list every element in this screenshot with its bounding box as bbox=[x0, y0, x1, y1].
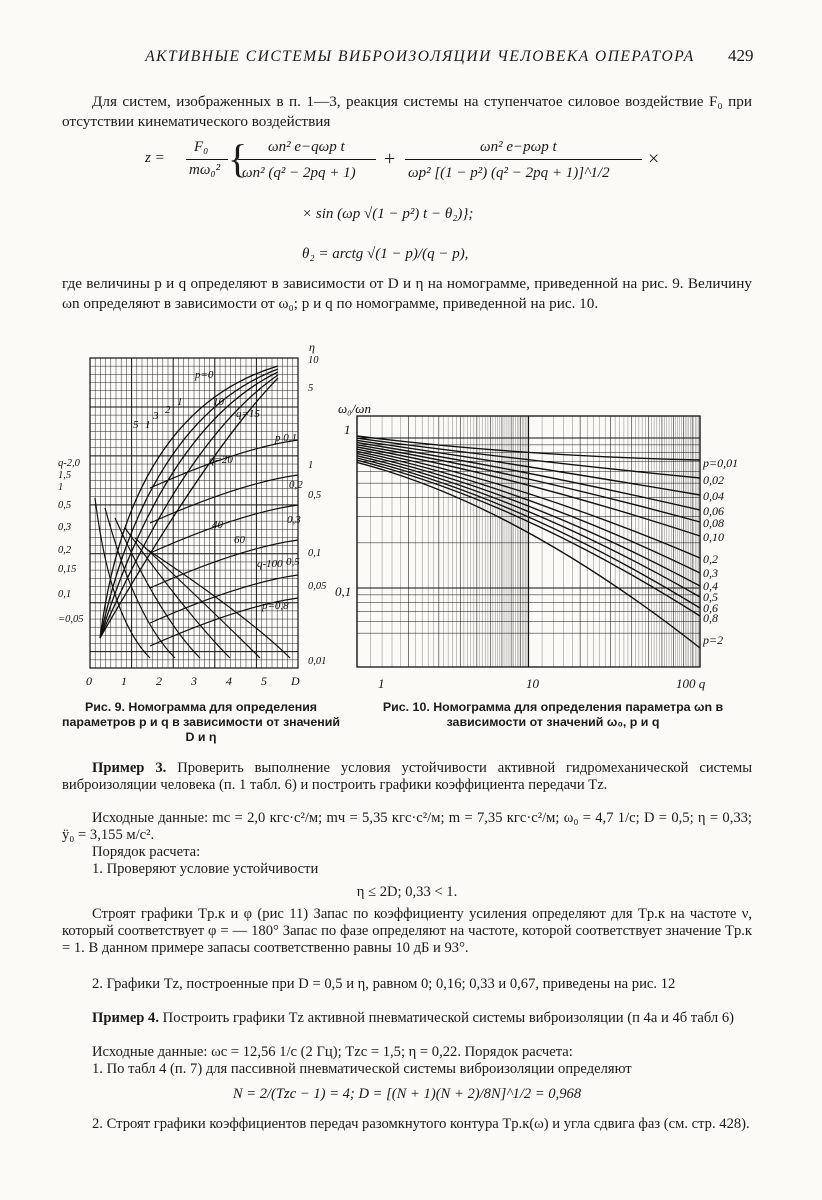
fig9-curve-label: 1 bbox=[145, 419, 151, 431]
example-3-para2: 2. Графики Tz, построенные при D = 0,5 и η, равном 0; 0,16; 0,33 и 0,67, приведены на рис. 12 bbox=[92, 976, 676, 992]
fig10-p-curve bbox=[357, 445, 700, 522]
fig10-p-curve bbox=[357, 440, 700, 495]
fig9-q-curve bbox=[115, 518, 200, 658]
fig9-curve-label: p 0,1 bbox=[275, 432, 297, 444]
formula-times: × bbox=[648, 148, 660, 170]
fig10-y-tick-0-1: 0,1 bbox=[335, 584, 352, 599]
fig9-right-tick: 0,1 bbox=[308, 548, 322, 559]
fig9-curve-label: 0,2 bbox=[289, 479, 303, 491]
formula-lhs: z = bbox=[145, 150, 165, 166]
fig10-p-curve bbox=[357, 456, 700, 597]
fig9-curve-label: 1 bbox=[177, 396, 183, 408]
fig10-p-curve bbox=[357, 454, 700, 586]
fig9-frame bbox=[90, 358, 298, 668]
fig9-q-curve bbox=[95, 498, 150, 658]
fig10-p-label: 0,10 bbox=[703, 530, 724, 544]
fig9-q-curve bbox=[135, 538, 260, 658]
fig9-curve-label: q=15 bbox=[236, 408, 260, 420]
fig9-q-curve bbox=[105, 508, 175, 658]
fig9-x-tick: 2 bbox=[156, 674, 162, 688]
fig9-curve-label: 0,3 bbox=[287, 514, 301, 526]
fig9-x-tick: 3 bbox=[191, 674, 197, 688]
fig10-p-label: 0,8 bbox=[703, 611, 718, 625]
fig9-curve-label: q=20 bbox=[209, 454, 233, 466]
formula-brace: { bbox=[228, 136, 248, 181]
fig9-x-tick: D bbox=[291, 674, 300, 688]
fig9-flat-curve bbox=[150, 475, 298, 523]
intro-paragraph-1: Для систем, изображенных в п. 1—3, реакция системы на ступенчатое силовое воздействие F₀ при отсутствии кинематического воздействия bbox=[62, 93, 752, 130]
formula-denominator: mω₀² bbox=[189, 162, 221, 178]
fig9-curve-label: 60 bbox=[234, 534, 245, 546]
fig9-p-curve bbox=[100, 372, 278, 638]
example-3-step1: 1. Проверяют условие устойчивости bbox=[92, 861, 319, 877]
example-4-title: Пример 4. bbox=[92, 1010, 160, 1026]
fig10-p-label: p=0,01 bbox=[703, 456, 739, 470]
fig9-curve-label: 3 bbox=[153, 410, 159, 422]
example-4-step1: 1. По табл 4 (п. 7) для пассивной пневматической системы виброизоляции определяют bbox=[92, 1061, 632, 1077]
fig9-y-axis-label: η bbox=[309, 340, 315, 354]
fig10-p-label: 0,4 bbox=[703, 579, 718, 593]
fig9-curve-label: 0,5 bbox=[286, 556, 300, 568]
fig9-q-curve bbox=[145, 548, 290, 658]
fig10-p-label: 0,2 bbox=[703, 552, 718, 566]
fig10-p-curve bbox=[357, 436, 700, 460]
fig10-p-label: 0,6 bbox=[703, 601, 718, 615]
fig9-right-tick: 0,05 bbox=[308, 581, 327, 592]
fig9-flat-curve bbox=[150, 575, 298, 623]
fig9-p-curve bbox=[100, 378, 278, 638]
fig10-p-label: 0,5 bbox=[703, 590, 718, 604]
running-header: АКТИВНЫЕ СИСТЕМЫ ВИБРОИЗОЛЯЦИИ ЧЕЛОВЕКА ОПЕРАТОРА bbox=[145, 48, 695, 65]
intro-paragraph-2: где величины p и q определяют в зависимости от D и η на номограмме, приведенной на рис. 9. Величину ωn определяют в зависимости от ω₀; p и q по номограмме, приведенной на рис. 10. bbox=[62, 275, 752, 312]
fig9-flat-curve bbox=[150, 505, 298, 553]
fig9-flat-curve bbox=[150, 598, 298, 646]
fig9-flat-curve bbox=[150, 540, 298, 588]
fig9-left-tick: 1,5 bbox=[58, 470, 72, 481]
fig9-right-tick: 1 bbox=[308, 460, 314, 471]
fig10-p-curve bbox=[357, 438, 700, 478]
fig9-curve-label: 2 bbox=[165, 404, 171, 416]
fig10-p-curve bbox=[357, 462, 700, 648]
fig9-left-tick: 0,5 bbox=[58, 500, 72, 511]
fig9-left-tick: 1 bbox=[58, 482, 64, 493]
example-3-para1: Строят графики Tр.к и φ (рис 11) Запас по коэффициенту усиления определяют для Tр.к на частоте ν, который соответствует φ = — 180° Запас по фазе определяют на частоте, которой соответствует значение Tр.к = 1. В данном примере запасы соответственно равны 10 дБ и 93°. bbox=[62, 906, 752, 956]
fig9-p-curve bbox=[100, 366, 278, 638]
example-3-data: Исходные данные: mc = 2,0 кгс·с²/м; mч = 5,35 кгс·с²/м; m = 7,35 кгс·с²/м; ω₀ = 4,7 1/с; D = 0,5; η = 0,33; ÿ₀ = 3,155 м/с². bbox=[62, 810, 752, 843]
example-3-text: Проверить выполнение условия устойчивости активной гидромеханической системы виброизоляции человека (п. 1 табл. 6) и построить графики коэффициента передачи Tz. bbox=[62, 760, 752, 793]
fig10-x-tick-10: 10 bbox=[526, 676, 539, 691]
fig9-curve-label: q-100 bbox=[257, 558, 283, 570]
fig9-x-tick: 5 bbox=[261, 674, 267, 688]
fig9-right-tick: 0,5 bbox=[308, 490, 322, 501]
example-3-title: Пример 3. bbox=[92, 760, 167, 776]
fig10-p-label: 0,3 bbox=[703, 566, 718, 580]
stability-condition: η ≤ 2D; 0,33 < 1. bbox=[356, 884, 458, 900]
fig9-left-tick: =0,05 bbox=[58, 614, 84, 625]
fig10-p-label: 0,06 bbox=[703, 504, 724, 518]
fig10-p-curve bbox=[357, 449, 700, 558]
formula-term1-den: ωn² (q² − 2pq + 1) bbox=[242, 165, 356, 181]
fig10-p-curve bbox=[357, 443, 700, 510]
fig10-p-label: 0,04 bbox=[703, 489, 724, 503]
fig9-p-curve bbox=[100, 369, 278, 638]
example-4-text: Построить графики Tz активной пневматической системы виброизоляции (п 4а и 4б табл 6) bbox=[162, 1010, 734, 1026]
page-number: 429 bbox=[728, 46, 754, 65]
fig9-right-tick: 0,01 bbox=[308, 656, 327, 667]
fig9-left-tick: 0,1 bbox=[58, 589, 72, 600]
example-4-formula: N = 2/(Tzc − 1) = 4; D = [(N + 1)(N + 2)/8N]^1/2 = 0,968 bbox=[232, 1086, 582, 1102]
example-4-paragraph bbox=[62, 1010, 752, 1027]
formula-term2-num: ωn² e−pωp t bbox=[480, 139, 557, 155]
fig10-x-tick-100: 100 q bbox=[676, 676, 706, 691]
fig10-p-curve bbox=[357, 447, 700, 536]
figure-10-caption: Рис. 10. Номограмма для определения параметра ωn в зависимости от значений ω₀, p и q bbox=[382, 700, 724, 729]
fig9-curve-label: 10 bbox=[213, 396, 224, 408]
figure-9-caption: Рис. 9. Номограмма для определения параметров p и q в зависимости от значений D и η bbox=[62, 700, 340, 744]
formula-term1-num: ωn² e−qωp t bbox=[268, 139, 345, 155]
fig9-right-tick: 5 bbox=[308, 383, 314, 394]
fig10-p-label: 0,08 bbox=[703, 516, 724, 530]
fig9-curve-label: 5 bbox=[133, 419, 139, 431]
example-4-data: Исходные данные: ωc = 12,56 1/с (2 Гц); Tzc = 1,5; η = 0,22. Порядок расчета: bbox=[92, 1044, 573, 1060]
fig10-y-tick-1: 1 bbox=[344, 422, 351, 437]
formula-f0: F₀ bbox=[194, 139, 209, 155]
fig9-left-tick: 0,15 bbox=[58, 564, 77, 575]
fig9-left-tick: 0,3 bbox=[58, 522, 72, 533]
fig10-p-label: p=2 bbox=[703, 633, 724, 647]
formula-line2: × sin (ωp √(1 − p²) t − θ₂)}; bbox=[302, 206, 474, 222]
example-4-step2: 2. Строят графики коэффициентов передач разомкнутого контура Tр.к(ω) и угла сдвига фаз (см. стр. 428). bbox=[92, 1116, 750, 1132]
example-3-paragraph bbox=[62, 760, 752, 794]
fig9-p-curve bbox=[100, 375, 278, 638]
fig10-frame bbox=[357, 416, 700, 667]
fig9-q-curve bbox=[125, 528, 230, 658]
fig9-x-tick: 0 bbox=[86, 674, 92, 688]
fig10-p-curve bbox=[357, 458, 700, 608]
fig9-left-tick: q-2,0 bbox=[58, 458, 80, 469]
fig9-curve-label: 40 bbox=[212, 519, 223, 531]
formula-term2-den: ωp² [(1 − p²) (q² − 2pq + 1)]^1/2 bbox=[408, 165, 610, 181]
fig9-left-tick: 0,2 bbox=[58, 545, 72, 556]
fig9-right-tick: 10 bbox=[308, 355, 319, 366]
fig9-curve-label: p=0 bbox=[195, 369, 214, 381]
fig9-x-tick: 1 bbox=[121, 674, 127, 688]
fig10-x-tick-1: 1 bbox=[378, 676, 385, 691]
formula-plus: + bbox=[384, 148, 396, 170]
fig9-curve-label: p=0,8 bbox=[262, 600, 289, 612]
fig9-flat-curve bbox=[150, 440, 298, 488]
fig10-p-curve bbox=[357, 460, 700, 616]
fig10-p-label: 0,02 bbox=[703, 473, 724, 487]
fig9-x-tick: 4 bbox=[226, 674, 232, 688]
fig10-p-curve bbox=[357, 451, 700, 573]
example-3-order: Порядок расчета: bbox=[92, 844, 201, 860]
formula-line3: θ₂ = arctg √(1 − p)/(q − p), bbox=[302, 246, 469, 262]
fig10-y-axis-label: ω₀/ωn bbox=[338, 401, 371, 416]
